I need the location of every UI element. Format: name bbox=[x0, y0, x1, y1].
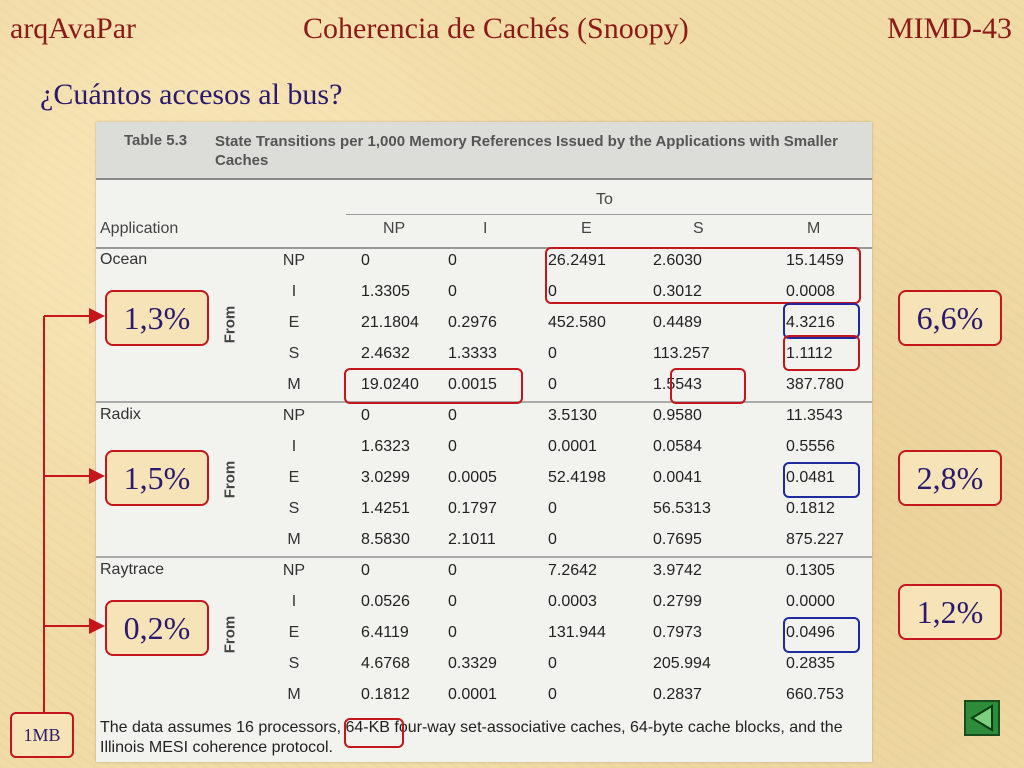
table-cell: 0 bbox=[548, 686, 557, 703]
table-cell: 4.6768 bbox=[361, 655, 410, 672]
table-cell: 1.1112 bbox=[786, 345, 833, 362]
row-state-label: I bbox=[291, 438, 297, 455]
slide-number: MIMD-43 bbox=[887, 12, 1012, 45]
table-cell: 2.6030 bbox=[653, 252, 702, 269]
application-header: Application bbox=[100, 220, 179, 237]
table-cell: 0 bbox=[548, 500, 557, 517]
column-header-i: I bbox=[483, 220, 488, 237]
table-cell: 0.4489 bbox=[653, 314, 702, 331]
ocean-m-percent: 6,6% bbox=[898, 290, 1002, 346]
table-cell: 0.0015 bbox=[448, 376, 497, 393]
table-cell: 113.257 bbox=[653, 345, 710, 362]
table-cell: 0.2976 bbox=[448, 314, 497, 331]
column-header-e: E bbox=[581, 220, 592, 237]
table-cell: 0.0584 bbox=[653, 438, 702, 455]
table-cell: 3.5130 bbox=[548, 407, 597, 424]
table-cell: 0 bbox=[448, 562, 457, 579]
raytrace-bus-percent: 0,2% bbox=[105, 600, 209, 656]
table-cell: 0 bbox=[548, 376, 557, 393]
table-cell: 0.2835 bbox=[786, 655, 835, 672]
row-state-label: S bbox=[288, 655, 300, 672]
table-cell: 0.5556 bbox=[786, 438, 835, 455]
ocean-bus-percent: 1,3% bbox=[105, 290, 209, 346]
table-cell: 1.3305 bbox=[361, 283, 410, 300]
table-cell: 0.0000 bbox=[786, 593, 835, 610]
table-cell: 6.4119 bbox=[361, 624, 409, 641]
table-cell: 0 bbox=[448, 624, 457, 641]
table-cell: 0.0481 bbox=[786, 469, 835, 486]
table-cell: 52.4198 bbox=[548, 469, 606, 486]
table-cell: 0.0003 bbox=[548, 593, 597, 610]
column-header-s: S bbox=[693, 220, 704, 237]
table-cell: 8.5830 bbox=[361, 531, 410, 548]
table-cell: 0.7695 bbox=[653, 531, 702, 548]
table-title: State Transitions per 1,000 Memory References Issued by the Applications with Smaller Caches bbox=[215, 133, 838, 169]
table-cell: 0 bbox=[361, 562, 370, 579]
back-arrow-icon bbox=[966, 702, 998, 734]
header-left-title: arqAvaPar bbox=[10, 12, 137, 45]
row-state-label: M bbox=[287, 531, 301, 548]
row-state-label: NP bbox=[282, 407, 306, 424]
table-cell: 0.3012 bbox=[653, 283, 702, 300]
table-cell: 0.0526 bbox=[361, 593, 410, 610]
table-cell: 2.4632 bbox=[361, 345, 410, 362]
table-cell: 0 bbox=[448, 438, 457, 455]
table-cell: 56.5313 bbox=[653, 500, 711, 517]
table-cell: 205.994 bbox=[653, 655, 711, 672]
from-label: From bbox=[221, 305, 239, 344]
table-cell: 0.0496 bbox=[786, 624, 835, 641]
slide-title: Coherencia de Cachés (Snoopy) bbox=[303, 12, 689, 45]
table-cell: 1.4251 bbox=[361, 500, 410, 517]
table-cell: 4.3216 bbox=[786, 314, 835, 331]
raytrace-m-percent: 1,2% bbox=[898, 584, 1002, 640]
table-footnote: The data assumes 16 processors, 64-KB four-way set-associative caches, 64-byte cache blocks, and the Illinois MESI coherence protocol. bbox=[100, 719, 843, 756]
row-state-label: E bbox=[288, 624, 300, 641]
table-cell: 0 bbox=[548, 655, 557, 672]
table-cell: 0.9580 bbox=[653, 407, 702, 424]
row-state-label: I bbox=[291, 593, 297, 610]
row-state-label: M bbox=[287, 686, 301, 703]
table-cell: 21.1804 bbox=[361, 314, 419, 331]
table-cell: 0 bbox=[548, 283, 557, 300]
table-cell: 660.753 bbox=[786, 686, 844, 703]
column-header-np: NP bbox=[383, 220, 406, 237]
from-label: From bbox=[221, 460, 239, 499]
row-state-label: S bbox=[288, 345, 300, 362]
table-cell: 0 bbox=[361, 407, 370, 424]
application-name: Raytrace bbox=[100, 561, 165, 578]
table-cell: 26.2491 bbox=[548, 252, 606, 269]
table-cell: 2.1011 bbox=[448, 531, 496, 548]
from-label: From bbox=[221, 615, 239, 654]
table-cell: 452.580 bbox=[548, 314, 606, 331]
slide-question: ¿Cuántos accesos al bus? bbox=[40, 78, 343, 111]
table-cell: 0.1305 bbox=[786, 562, 835, 579]
table-cell: 0 bbox=[448, 283, 457, 300]
table-cell: 0.1797 bbox=[448, 500, 497, 517]
table-cell: 0.1812 bbox=[786, 500, 835, 517]
table-cell: 15.1459 bbox=[786, 252, 844, 269]
table-cell: 0.2837 bbox=[653, 686, 702, 703]
table-cell: 131.944 bbox=[548, 624, 606, 641]
table-cell: 0 bbox=[448, 593, 457, 610]
cache-size-label: 1MB bbox=[10, 712, 74, 758]
table-cell: 0.3329 bbox=[448, 655, 497, 672]
table-cell: 19.0240 bbox=[361, 376, 419, 393]
row-state-label: NP bbox=[282, 562, 306, 579]
back-nav-button[interactable] bbox=[964, 700, 1000, 736]
table-cell: 0.2799 bbox=[653, 593, 702, 610]
table-cell: 0.0001 bbox=[548, 438, 597, 455]
table-cell: 1.6323 bbox=[361, 438, 410, 455]
to-header: To bbox=[596, 191, 613, 208]
row-state-label: S bbox=[288, 500, 300, 517]
radix-bus-percent: 1,5% bbox=[105, 450, 209, 506]
table-cell: 0 bbox=[548, 345, 557, 362]
table-cell: 0 bbox=[548, 531, 557, 548]
radix-m-percent: 2,8% bbox=[898, 450, 1002, 506]
table-cell: 387.780 bbox=[786, 376, 844, 393]
table-cell: 0 bbox=[448, 252, 457, 269]
table-cell: 0.0041 bbox=[653, 469, 702, 486]
table-cell: 0.0005 bbox=[448, 469, 497, 486]
table-cell: 11.3543 bbox=[786, 407, 843, 424]
table-cell: 1.3333 bbox=[448, 345, 497, 362]
table-cell: 875.227 bbox=[786, 531, 844, 548]
table-cell: 0.0008 bbox=[786, 283, 835, 300]
row-state-label: NP bbox=[282, 252, 306, 269]
row-state-label: I bbox=[291, 283, 297, 300]
table-cell: 0.7973 bbox=[653, 624, 702, 641]
table-cell: 0.0001 bbox=[448, 686, 497, 703]
table-cell: 0 bbox=[361, 252, 370, 269]
table-cell: 0 bbox=[448, 407, 457, 424]
table-number: Table 5.3 bbox=[124, 132, 188, 149]
table-cell: 1.5543 bbox=[653, 376, 702, 393]
row-state-label: E bbox=[288, 314, 300, 331]
application-name: Radix bbox=[100, 406, 141, 423]
table-cell: 7.2642 bbox=[548, 562, 597, 579]
application-name: Ocean bbox=[100, 251, 148, 268]
row-state-label: M bbox=[287, 376, 301, 393]
table-cell: 3.9742 bbox=[653, 562, 702, 579]
column-header-m: M bbox=[807, 220, 821, 237]
row-state-label: E bbox=[288, 469, 300, 486]
table-cell: 3.0299 bbox=[361, 469, 410, 486]
table-cell: 0.1812 bbox=[361, 686, 410, 703]
